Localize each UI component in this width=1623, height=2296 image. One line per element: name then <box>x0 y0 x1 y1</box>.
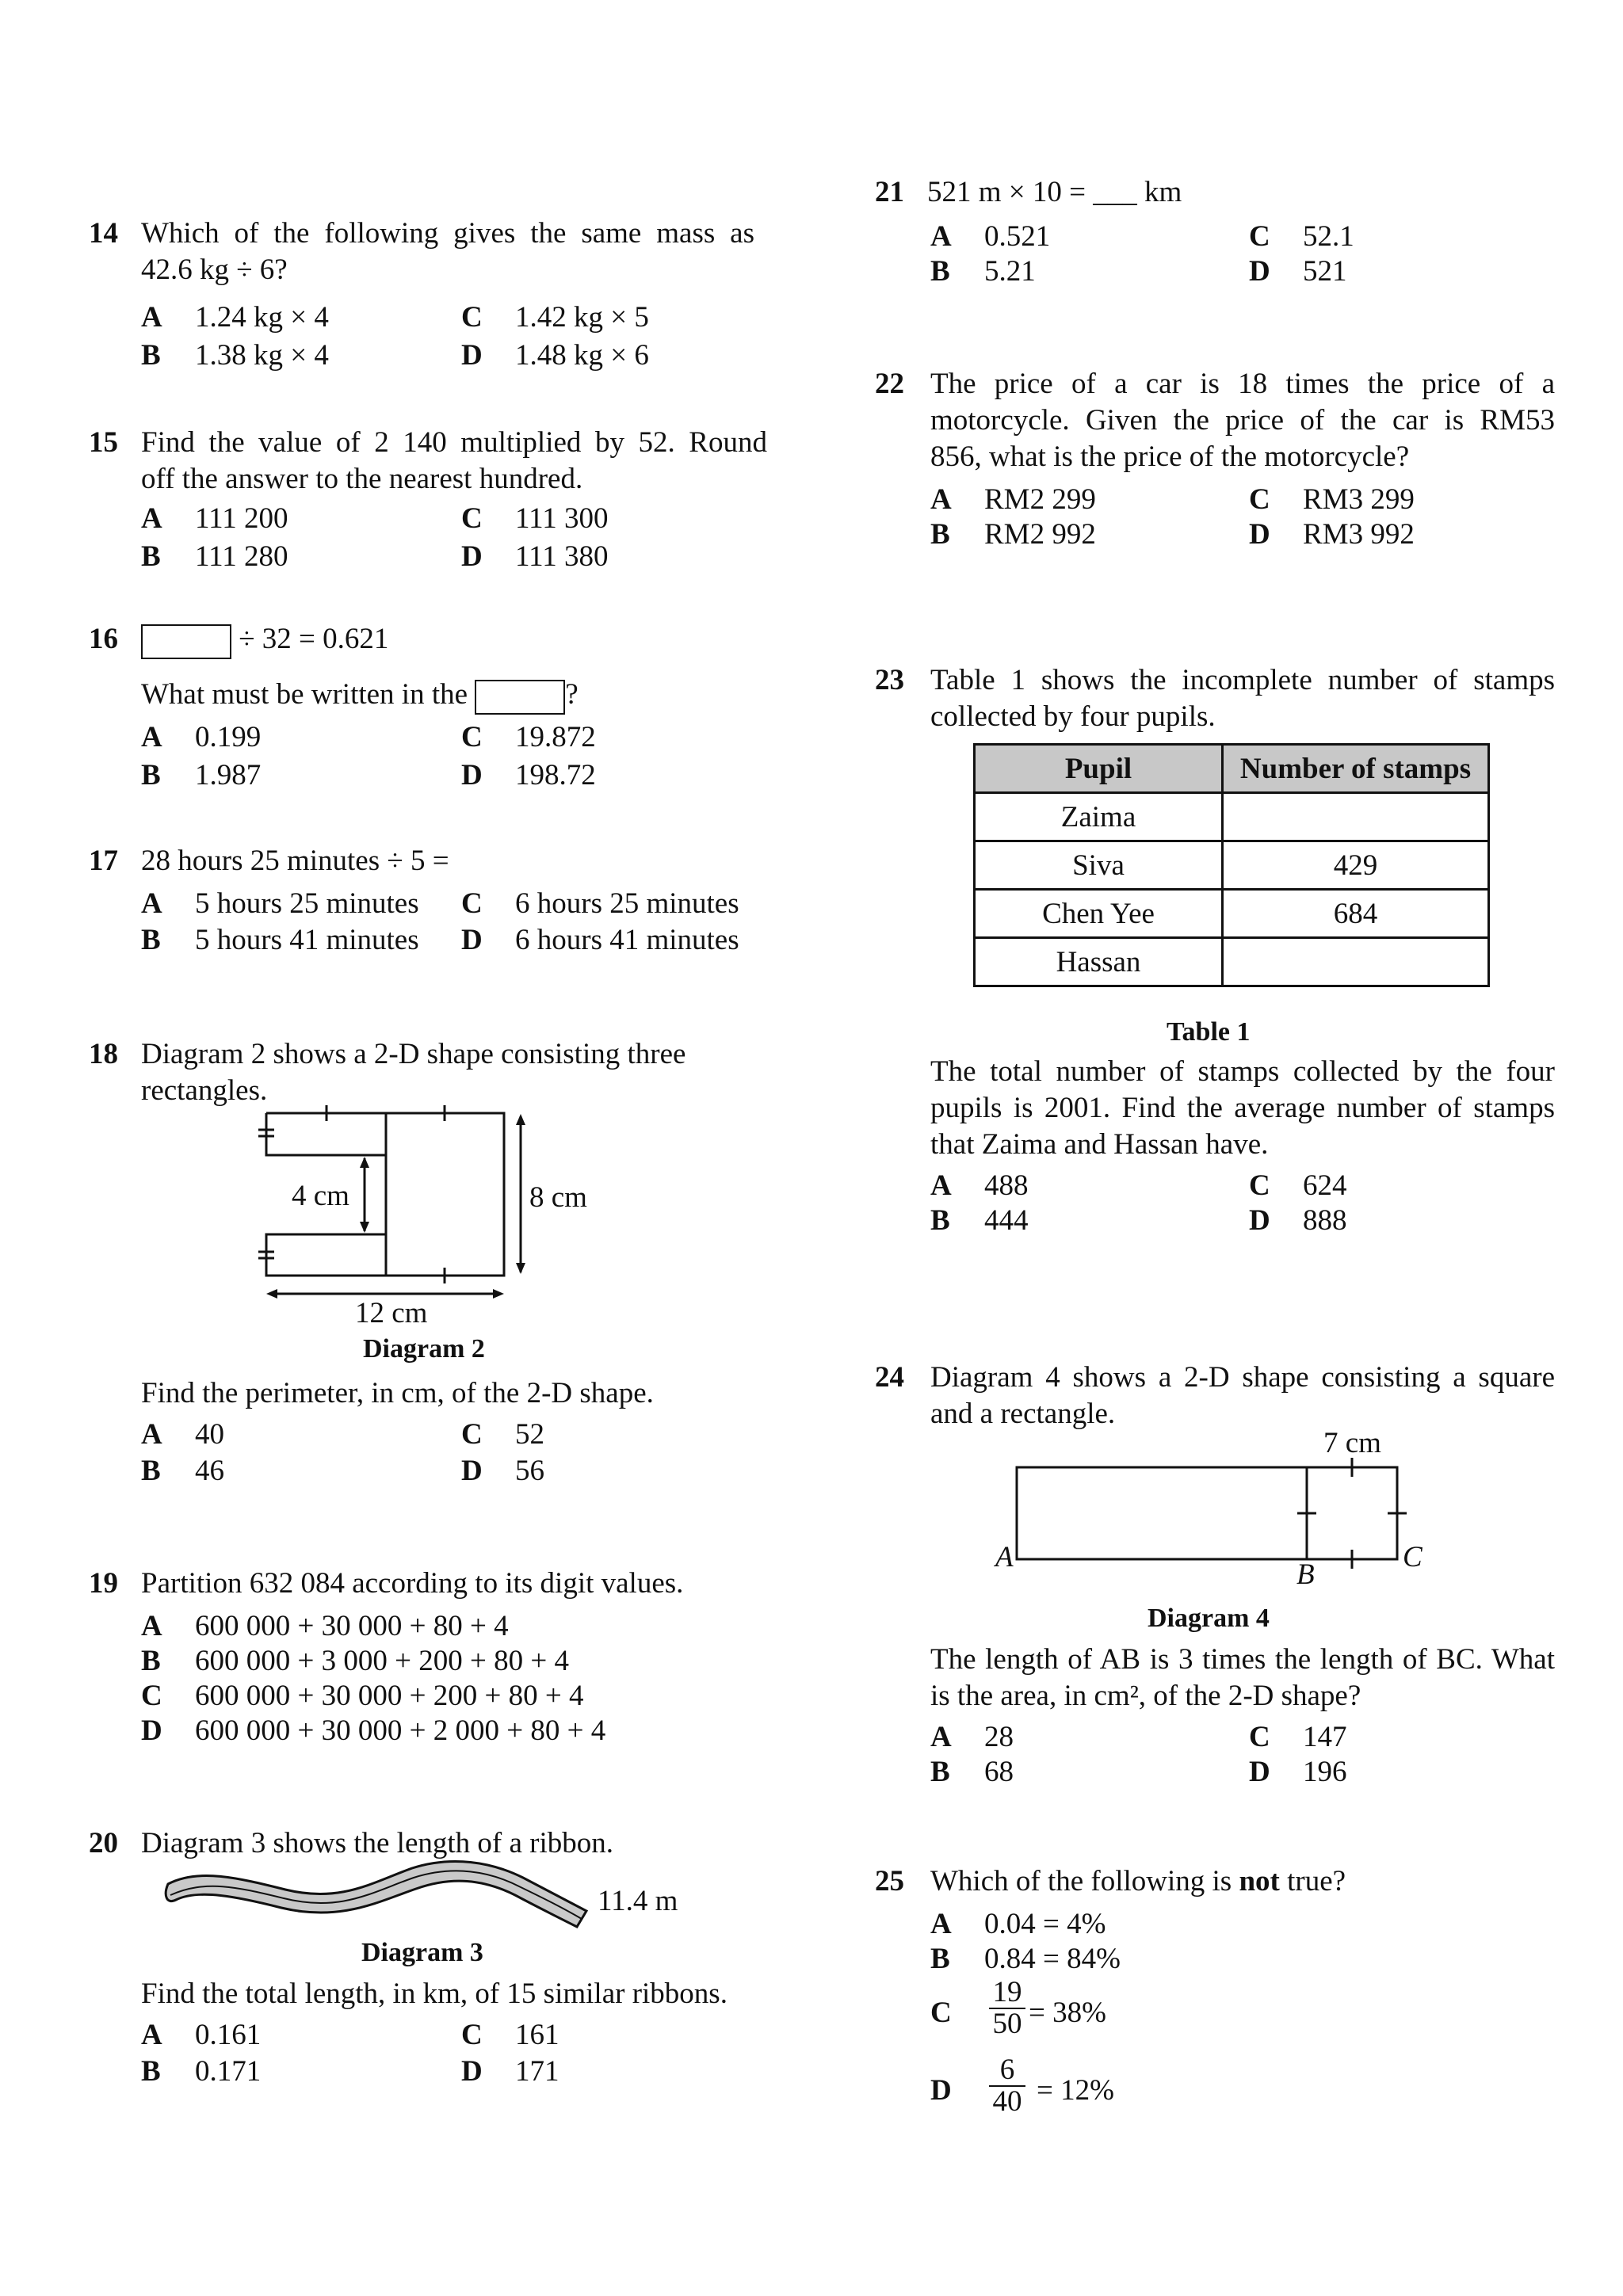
label-a: A <box>995 1541 1014 1573</box>
table-cell: 429 <box>1223 841 1489 890</box>
question-stem: Diagram 3 shows the length of a ribbon. <box>141 1827 613 1859</box>
question-stem: Which of the following gives the same mass as 42.6 kg ÷ 6? <box>141 217 754 286</box>
diagram-caption: Diagram 2 <box>363 1334 485 1363</box>
question-stem: Table 1 shows the incomplete number of stamps collected by four pupils. <box>930 664 1555 733</box>
question-prompt: Find the total length, in km, of 15 similar ribbons. <box>141 1978 727 2010</box>
option-d[interactable]: D $\frac{6}{40}$ = 12% <box>930 2054 1114 2118</box>
question-number: 22 <box>875 368 904 400</box>
label-4cm: 4 cm <box>292 1180 349 1212</box>
label-8cm: 8 cm <box>529 1181 587 1214</box>
question-prompt: The length of AB is 3 times the length of BC. What is the area, in cm², of the 2-D shape? <box>930 1643 1555 1712</box>
diagram-caption: Diagram 4 <box>1148 1604 1270 1633</box>
table-cell: 684 <box>1223 890 1489 938</box>
question-stem: The price of a car is 18 times the price of a motorcycle. Given the price of the car is RM53 856, what is the price of the motorcycle? <box>930 368 1555 473</box>
table-header: Pupil <box>975 745 1223 793</box>
question-prompt: Find the perimeter, in cm, of the 2-D shape. <box>141 1377 654 1409</box>
question-prompt: What must be written in the ? <box>141 677 579 715</box>
table-cell: Chen Yee <box>975 890 1223 938</box>
question-number: 20 <box>89 1827 118 1859</box>
label-c: C <box>1403 1541 1423 1573</box>
diagram-caption: Diagram 3 <box>361 1938 483 1967</box>
fraction: $\frac{6}{40}$ <box>989 2055 1025 2117</box>
question-prompt: The total number of stamps collected by the four pupils is 2001. Find the average number of stamps that Zaima and Hassan have. <box>930 1055 1555 1161</box>
question-number: 15 <box>89 426 118 459</box>
option-c[interactable]: C $\frac{19}{50}$ = 38% <box>930 1976 1106 2040</box>
label-7cm: 7 cm <box>1323 1427 1381 1459</box>
question-number: 16 <box>89 623 118 655</box>
question-number: 24 <box>875 1361 904 1394</box>
question-stem: Diagram 4 shows a 2-D shape consisting a square and a rectangle. <box>930 1361 1555 1430</box>
label-b: B <box>1296 1558 1315 1591</box>
question-stem: ÷ 32 = 0.621 <box>141 621 388 659</box>
question-number: 19 <box>89 1567 118 1600</box>
table-cell: Hassan <box>975 938 1223 986</box>
question-number: 25 <box>875 1865 904 1897</box>
question-stem: Find the value of 2 140 multiplied by 52. Round off the answer to the nearest hundred. <box>141 426 767 495</box>
fraction: $\frac{19}{50}$ <box>989 1978 1025 2039</box>
table-cell: Siva <box>975 841 1223 890</box>
question-stem: 521 m × 10 = ___ km <box>927 176 1182 208</box>
table-caption: Table 1 <box>1167 1017 1251 1047</box>
question-stem: Which of the following is not true? <box>930 1865 1346 1897</box>
table-header: Number of stamps <box>1223 745 1489 793</box>
question-number: 18 <box>89 1038 118 1070</box>
question-number: 23 <box>875 664 904 696</box>
question-stem: Partition 632 084 according to its digit values. <box>141 1567 684 1600</box>
rectangle <box>1017 1467 1397 1559</box>
question-stem: Diagram 2 shows a 2-D shape consisting three rectangles. <box>141 1038 686 1107</box>
question-number: 14 <box>89 217 118 250</box>
question-number: 17 <box>89 845 118 877</box>
question-number: 21 <box>875 176 904 208</box>
table-cell: Zaima <box>975 793 1223 841</box>
label-12cm: 12 cm <box>355 1297 428 1329</box>
ribbon-length-label: 11.4 m <box>598 1885 678 1917</box>
question-stem: 28 hours 25 minutes ÷ 5 = <box>141 845 449 877</box>
